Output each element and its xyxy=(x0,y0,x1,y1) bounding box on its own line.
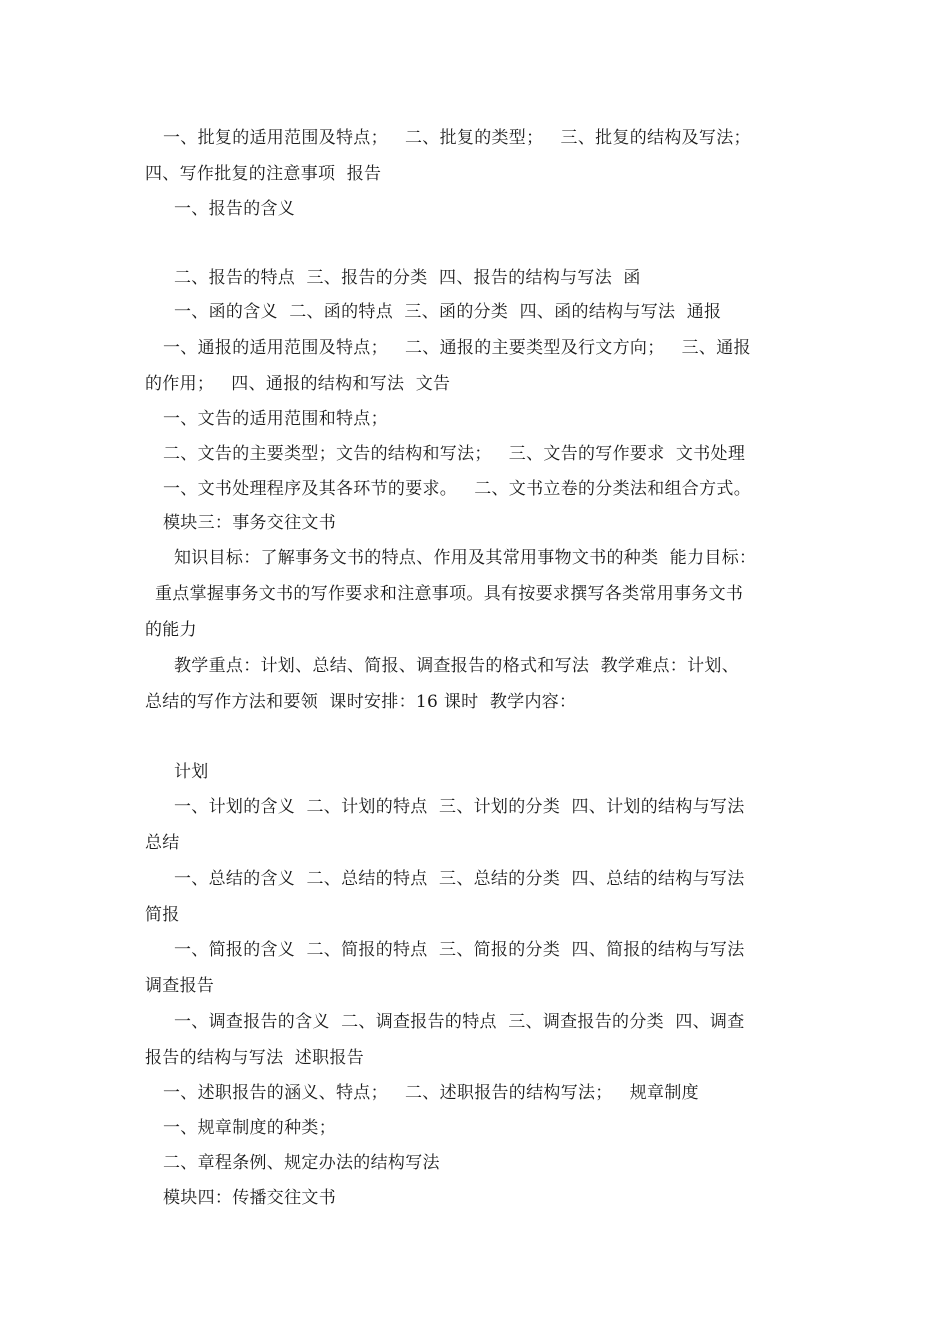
text-line: 一、报告的含义 xyxy=(174,199,296,219)
text-line: 一、规章制度的种类； xyxy=(163,1118,336,1138)
text-line: 一、函的含义 二、函的特点 三、函的分类 四、函的结构与写法 通报 xyxy=(174,302,722,322)
text-line: 四、写作批复的注意事项 报告 xyxy=(145,164,382,184)
text-line: 的能力 xyxy=(145,620,197,640)
text-line: 教学重点：计划、总结、简报、调查报告的格式和写法 教学难点：计划、 xyxy=(174,656,740,676)
text-line: 一、计划的含义 二、计划的特点 三、计划的分类 四、计划的结构与写法 xyxy=(174,797,745,817)
subsection-heading: 总结 xyxy=(145,833,180,853)
text-line: 二、章程条例、规定办法的结构写法 xyxy=(163,1153,440,1173)
text-line: 一、简报的含义 二、简报的特点 三、简报的分类 四、简报的结构与写法 xyxy=(174,940,745,960)
text-line: 重点掌握事务文书的写作要求和注意事项。具有按要求撰写各类常用事务文书 xyxy=(155,584,744,604)
subsection-heading: 计划 xyxy=(174,762,209,782)
text-line: 知识目标：了解事务文书的特点、作用及其常用事物文书的种类 能力目标： xyxy=(174,548,757,568)
text-line: 的作用； 四、通报的结构和写法 文告 xyxy=(145,374,451,394)
text-line: 一、文告的适用范围和特点； xyxy=(163,409,388,429)
text-line: 报告的结构与写法 述职报告 xyxy=(145,1048,365,1068)
subsection-heading: 调查报告 xyxy=(145,976,215,996)
text-line: 一、调查报告的含义 二、调查报告的特点 三、调查报告的分类 四、调查 xyxy=(174,1012,745,1032)
text-line: 二、文告的主要类型；文告的结构和写法； 三、文告的写作要求 文书处理 xyxy=(163,444,746,464)
text-line: 一、总结的含义 二、总结的特点 三、总结的分类 四、总结的结构与写法 xyxy=(174,869,745,889)
subsection-heading: 简报 xyxy=(145,905,180,925)
text-line: 总结的写作方法和要领 课时安排：16 课时 教学内容： xyxy=(145,692,577,712)
text-line: 一、述职报告的涵义、特点； 二、述职报告的结构写法； 规章制度 xyxy=(163,1083,699,1103)
text-line: 二、报告的特点 三、报告的分类 四、报告的结构与写法 函 xyxy=(174,268,641,288)
section-heading: 模块三：事务交往文书 xyxy=(163,513,336,533)
text-line: 一、批复的适用范围及特点； 二、批复的类型； 三、批复的结构及写法； xyxy=(163,128,751,148)
section-heading: 模块四：传播交往文书 xyxy=(163,1188,336,1208)
text-line: 一、文书处理程序及其各环节的要求。 二、文书立卷的分类法和组合方式。 xyxy=(163,479,752,499)
text-line: 一、通报的适用范围及特点； 二、通报的主要类型及行文方向； 三、通报 xyxy=(163,338,751,358)
